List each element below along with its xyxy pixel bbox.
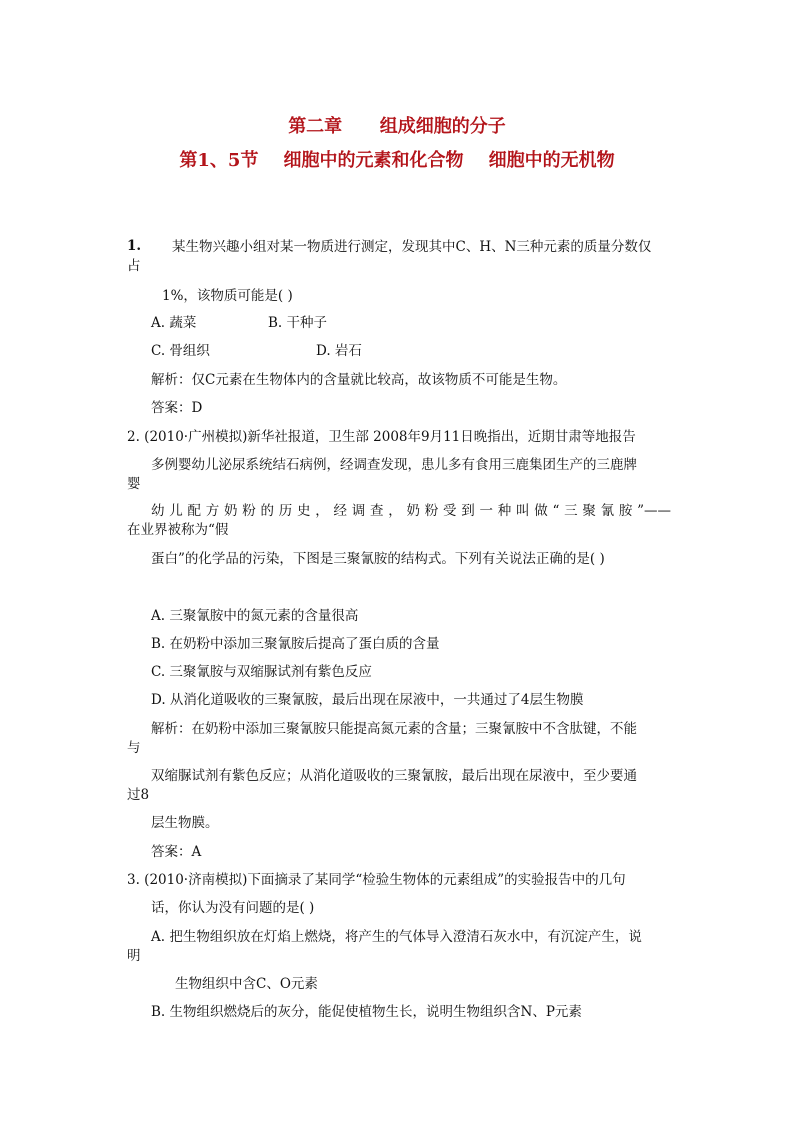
question-1-stem-line-1: 某生物兴趣小组对某一物质进行测定，发现其中C、H、N三种元素的质量分数仅 xyxy=(172,239,652,255)
question-2-option-b: B. 在奶粉中添加三聚氰胺后提高了蛋白质的含量 xyxy=(151,636,440,652)
question-2-stem-line-3-wrap: 在业界被称为“假 xyxy=(127,522,229,538)
question-1-stem-line-1-wrap: 占 xyxy=(127,258,141,274)
question-2-option-a: A. 三聚氰胺中的氮元素的含量很高 xyxy=(151,608,359,624)
question-2-analysis-line-1-wrap: 与 xyxy=(127,740,141,756)
question-2-analysis-line-1: 解析：在奶粉中添加三聚氰胺只能提高氮元素的含量；三聚氰胺中不含肽键，不能 xyxy=(151,721,637,737)
section-title: 第1、5节 细胞中的元素和化合物 细胞中的无机物 xyxy=(179,150,615,171)
question-1-option-a: A. 蔬菜 xyxy=(151,315,197,331)
question-3-option-b: B. 生物组织燃烧后的灰分，能促使植物生长，说明生物组织含N、P元素 xyxy=(151,1004,582,1020)
question-1-answer: 答案：D xyxy=(151,400,203,416)
question-3-option-a-line-1: A. 把生物组织放在灯焰上燃烧，将产生的气体导入澄清石灰水中，有沉淀产生，说 xyxy=(151,929,642,945)
question-2-answer: 答案：A xyxy=(151,844,202,860)
question-2-analysis-line-2: 双缩脲试剂有紫色反应；从消化道吸收的三聚氰胺，最后出现在尿液中，至少要通 xyxy=(151,768,637,784)
question-2-option-d: D. 从消化道吸收的三聚氰胺，最后出现在尿液中，一共通过了4层生物膜 xyxy=(151,692,584,708)
question-1-stem-line-2: 1%，该物质可能是( ) xyxy=(162,288,293,304)
question-2-stem-line-4: 蛋白”的化学品的污染，下图是三聚氰胺的结构式。下列有关说法正确的是( ) xyxy=(151,551,605,567)
question-3-option-a-line-1-wrap: 明 xyxy=(127,948,141,964)
question-2-option-c: C. 三聚氰胺与双缩脲试剂有紫色反应 xyxy=(151,664,372,680)
question-2-analysis-line-2-wrap: 过8 xyxy=(127,787,150,803)
question-3-stem-line-2: 话，你认为没有问题的是( ) xyxy=(151,900,315,916)
question-1-number: 1. xyxy=(127,238,142,254)
question-2-stem-line-2-wrap: 婴 xyxy=(127,476,141,492)
question-1-analysis: 解析：仅C元素在生物体内的含量就比较高，故该物质不可能是生物。 xyxy=(151,372,567,388)
chapter-title: 第二章 组成细胞的分子 xyxy=(288,116,506,137)
question-1-option-b: B. 干种子 xyxy=(268,315,328,331)
question-2-stem-line-1: 2. (2010·广州模拟)新华社报道，卫生部 2008年9月11日晚指出，近期甘肃等地报告 xyxy=(127,429,636,445)
question-1-option-d: D. 岩石 xyxy=(316,343,362,359)
question-2-stem-line-3: 幼儿配方奶粉的历史，经调查，奶粉受到一种叫做“三聚氰胺”—— xyxy=(151,503,671,519)
question-3-option-a-line-2: 生物组织中含C、O元素 xyxy=(175,976,318,992)
question-2-stem-line-2: 多例婴幼儿泌尿系统结石病例，经调查发现，患儿多有食用三鹿集团生产的三鹿牌 xyxy=(151,457,637,473)
question-1-option-c: C. 骨组织 xyxy=(151,343,210,359)
question-2-analysis-line-3: 层生物膜。 xyxy=(151,815,219,831)
question-3-stem-line-1: 3. (2010·济南模拟)下面摘录了某同学“检验生物体的元素组成”的实验报告中的几句 xyxy=(127,872,626,888)
